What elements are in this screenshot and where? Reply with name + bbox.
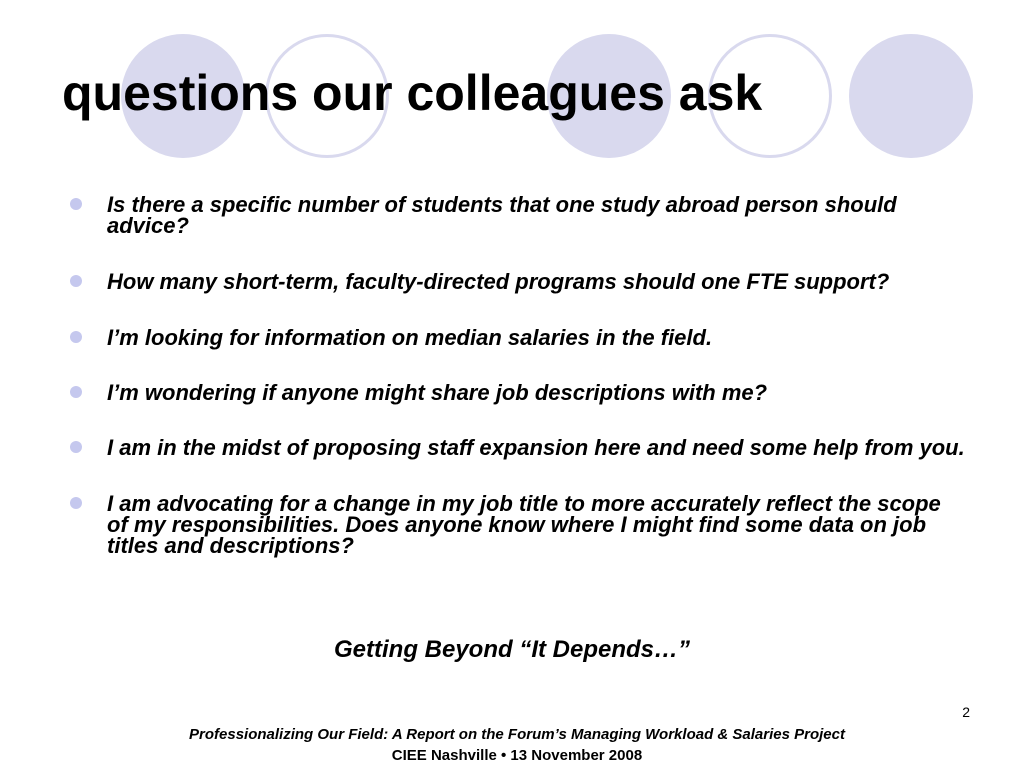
footer-report-title: Professionalizing Our Field: A Report on the Forum’s Managing Workload & Salaries Project — [189, 726, 845, 743]
bullet-text: I’m looking for information on median salaries in the field. — [107, 325, 713, 350]
bullet-icon — [70, 386, 82, 398]
bullet-text: Is there a specific number of students that one study abroad person should advice? — [107, 192, 897, 238]
bullet-list — [66, 194, 966, 556]
bullet-item — [66, 327, 966, 348]
bullet-text: I am in the midst of proposing staff expansion here and need some help from you. — [107, 435, 965, 460]
bullet-icon — [70, 275, 82, 287]
slide-number: 2 — [962, 704, 970, 720]
decorative-circle — [849, 34, 973, 158]
bullet-item — [66, 493, 966, 556]
bullet-icon — [70, 441, 82, 453]
bullet-text: How many short-term, faculty-directed programs should one FTE support? — [107, 269, 890, 294]
bullet-item — [66, 437, 966, 458]
bullet-text: I am advocating for a change in my job title to more accurately reflect the scope of my responsibilities. Does anyone know where I might find some data on job titles and descriptions? — [107, 491, 941, 558]
bullet-icon — [70, 497, 82, 509]
bullet-item — [66, 271, 966, 292]
slide-title: questions our colleagues ask — [62, 65, 763, 121]
bullet-icon — [70, 331, 82, 343]
bullet-item — [66, 194, 966, 236]
bullet-item — [66, 382, 966, 403]
slide-subtitle: Getting Beyond “It Depends…” — [333, 636, 690, 663]
bullet-text: I’m wondering if anyone might share job descriptions with me? — [107, 380, 768, 405]
footer-event-line: CIEE Nashville • 13 November 2008 — [391, 747, 643, 764]
bullet-icon — [70, 198, 82, 210]
